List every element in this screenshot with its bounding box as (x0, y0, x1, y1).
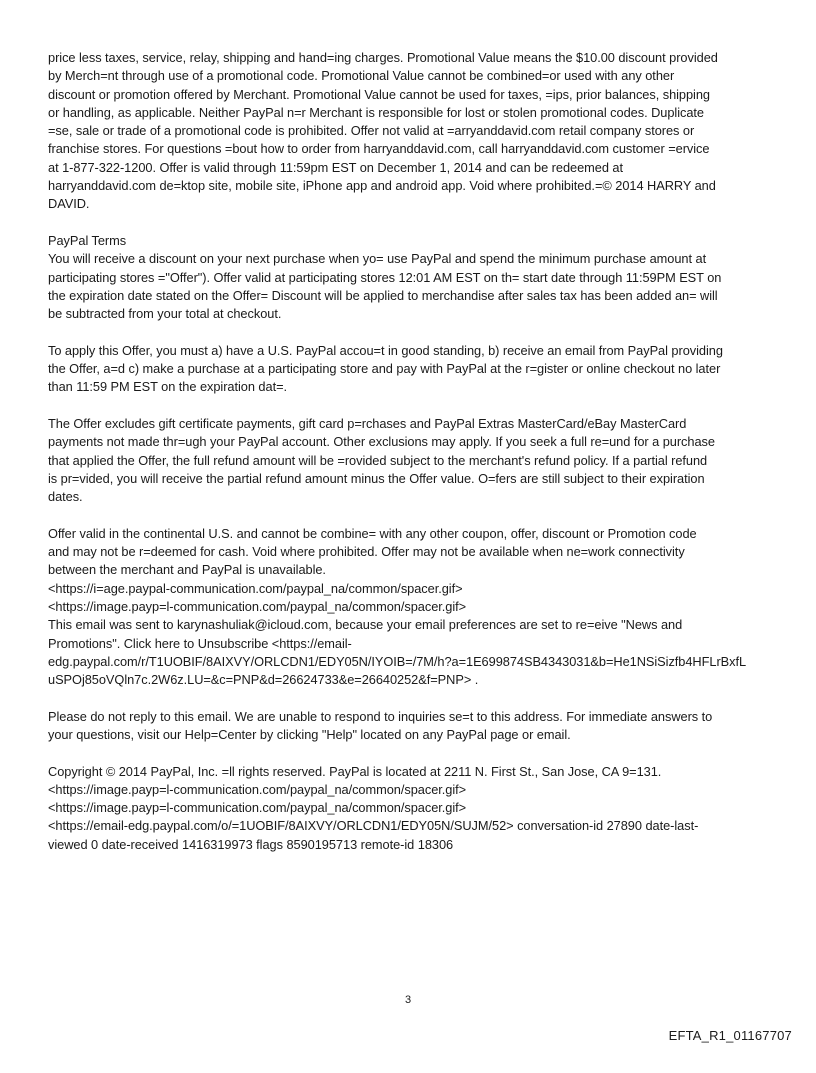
text-line: your questions, visit our Help=Center by clicking "Help" located on any PayPal page or email. (48, 726, 571, 742)
text-line: <https://i=age.paypal-communication.com/paypal_na/common/spacer.gif> (48, 580, 463, 596)
text-line: and may not be r=deemed for cash. Void where prohibited. Offer may not be available when ne=work connectivity (48, 544, 685, 560)
text-line: This email was sent to karynashuliak@icloud.com, because your email preferences are set to re=eive "News and (48, 617, 683, 633)
text-line: at 1-877-322-1200. Offer is valid through 11:59pm EST on December 1, 2014 and can be redeemed at (48, 159, 623, 175)
text-line: DAVID. (48, 196, 90, 212)
text-line: <https://image.payp=l-communication.com/paypal_na/common/spacer.gif> (48, 781, 467, 797)
text-line: The Offer excludes gift certificate payments, gift card p=rchases and PayPal Extras MasterCard/eBay MasterCard (48, 415, 687, 431)
text-line: payments not made thr=ugh your PayPal account. Other exclusions may apply. If you seek a full re=und for a purchase (48, 434, 715, 450)
text-line: Please do not reply to this email. We are unable to respond to inquiries se=t to this address. For immediate answers to (48, 708, 713, 724)
text-line: price less taxes, service, relay, shipping and hand=ing charges. Promotional Value means the $10.00 discount provided (48, 50, 718, 65)
text-line: or handling, as applicable. Neither PayPal n=r Merchant is responsible for lost or stolen promotional codes. Duplicate (48, 104, 704, 120)
paragraph (48, 232, 776, 323)
bates-number: EFTA_R1_01167707 (668, 1028, 792, 1043)
text-line: franchise stores. For questions =bout how to order from harryanddavid.com, call harryanddavid.com customer =ervice (48, 141, 710, 157)
text-line: <https://image.payp=l-communication.com/paypal_na/common/spacer.gif> (48, 800, 467, 816)
text-line: PayPal Terms (48, 232, 127, 248)
paragraph (48, 763, 776, 854)
text-line: Copyright © 2014 PayPal, Inc. =ll rights reserved. PayPal is located at 2211 N. First St., San Jose, CA 9=131. (48, 763, 662, 779)
text-line: You will receive a discount on your next purchase when yo= use PayPal and spend the minimum purchase amount at (48, 251, 707, 267)
paragraph (48, 525, 776, 690)
text-line: participating stores ="Offer"). Offer valid at participating stores 12:01 AM EST on th= start date through 11:59PM EST on (48, 269, 722, 285)
page-number: 3 (404, 994, 412, 1006)
text-line: discount or promotion offered by Merchant. Promotional Value cannot be used for taxes, =ips, prior balances, shipping (48, 86, 710, 102)
text-line: the expiration date stated on the Offer= Discount will be applied to merchandise after sales tax has been added an= will (48, 287, 718, 303)
text-line: that applied the Offer, the full refund amount will be =rovided subject to the merchant's refund policy. If a partial refund (48, 452, 708, 468)
text-line: than 11:59 PM EST on the expiration dat=. (48, 379, 287, 395)
text-line: by Merch=nt through use of a promotional code. Promotional Value cannot be combined=or used with any other (48, 68, 675, 84)
text-line: Promotions". Click here to Unsubscribe <https://email- (48, 635, 352, 651)
paragraph (48, 415, 776, 506)
text-line: dates. (48, 489, 83, 505)
text-line: <https://email-edg.paypal.com/o/=1UOBIF/8AIXVY/ORLCDN1/EDY05N/SUJM/52> conversation-id 27890 date-last- (48, 818, 699, 834)
text-line: between the merchant and PayPal is unavailable. (48, 562, 326, 578)
text-line: To apply this Offer, you must a) have a U.S. PayPal accou=t in good standing, b) receive an email from PayPal providing (48, 342, 723, 358)
paragraph (48, 708, 776, 745)
document-body (48, 49, 776, 872)
text-line: edg.paypal.com/r/T1UOBIF/8AIXVY/ORLCDN1/EDY05N/IYOIB=/7M/h?a=1E699874SB4343031&b=He1NSiSizfb4HFLrBxfL (48, 653, 747, 669)
text-line: the Offer, a=d c) make a purchase at a participating store and pay with PayPal at the r=gister or online checkout no later (48, 361, 721, 377)
text-line: is pr=vided, you will receive the partial refund amount minus the Offer value. O=fers are still subject to their expiration (48, 470, 705, 486)
paragraph (48, 342, 776, 397)
text-line: =se, sale or trade of a promotional code is prohibited. Offer not valid at =arryanddavid.com retail company stores or (48, 123, 695, 139)
text-line: Offer valid in the continental U.S. and cannot be combine= with any other coupon, offer, discount or Promotion code (48, 525, 697, 541)
text-line: <https://image.payp=l-communication.com/paypal_na/common/spacer.gif> (48, 598, 467, 614)
text-line: be subtracted from your total at checkout. (48, 306, 282, 322)
text-line: harryanddavid.com de=ktop site, mobile site, iPhone app and android app. Void where prohibited.=© 2014 HARRY and (48, 178, 716, 194)
text-line: viewed 0 date-received 1416319973 flags 8590195713 remote-id 18306 (48, 836, 454, 852)
text-line: uSPOj85oVQln7c.2W6z.LU=&c=PNP&d=26624733&e=26640252&f=PNP> . (48, 672, 479, 688)
paragraph (48, 49, 776, 214)
